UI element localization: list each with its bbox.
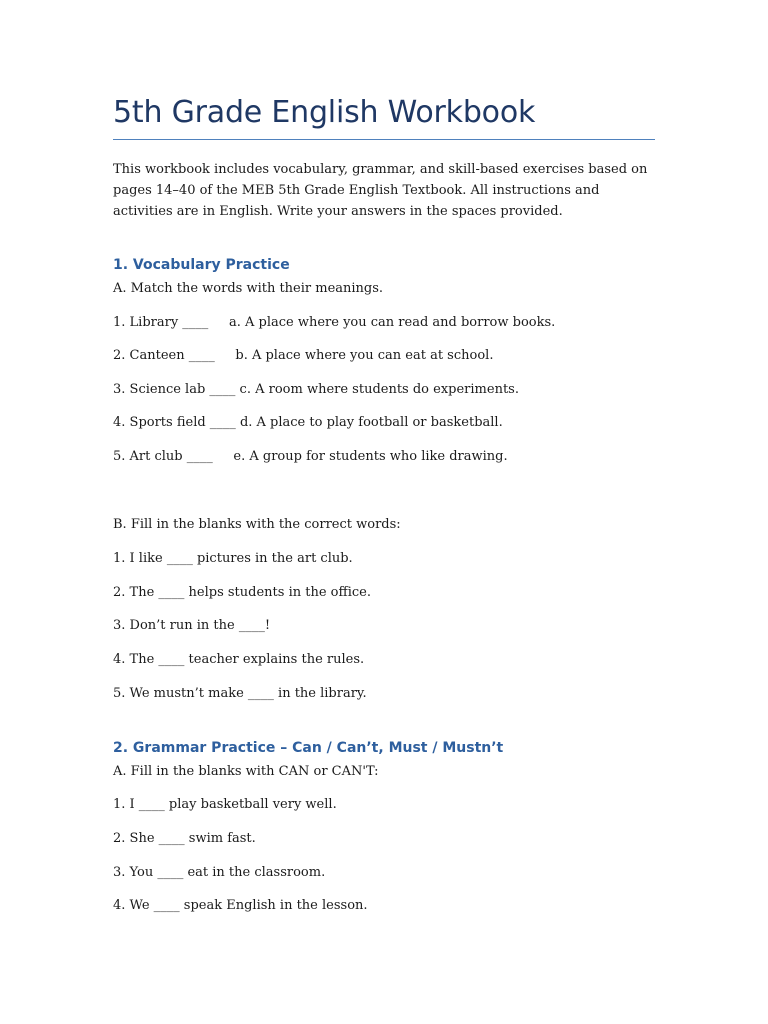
fill-blank-item: 3. Don’t run in the ____! (113, 618, 271, 633)
grammar-item: 2. She ____ swim fast. (113, 831, 256, 846)
document-title: 5th Grade English Workbook (113, 95, 536, 130)
fill-blank-item: 2. The ____ helps students in the office. (113, 585, 371, 600)
match-item: 1. Library ____ a. A place where you can read and borrow books. (113, 315, 556, 330)
match-item: 4. Sports field ____ d. A place to play football or basketball. (113, 415, 503, 430)
instruction-vocabulary-b: B. Fill in the blanks with the correct words: (113, 517, 401, 532)
grammar-item: 4. We ____ speak English in the lesson. (113, 898, 368, 913)
grammar-item: 1. I ____ play basketball very well. (113, 797, 337, 812)
section-heading-grammar: 2. Grammar Practice – Can / Can’t, Must / Mustn’t (113, 740, 504, 756)
instruction-vocabulary-a: A. Match the words with their meanings. (113, 281, 384, 296)
fill-blank-item: 5. We mustn’t make ____ in the library. (113, 686, 367, 701)
match-item: 2. Canteen ____ b. A place where you can eat at school. (113, 348, 494, 363)
title-divider (113, 139, 655, 140)
match-item: 5. Art club ____ e. A group for students who like drawing. (113, 449, 508, 464)
grammar-item: 3. You ____ eat in the classroom. (113, 865, 326, 880)
section-heading-vocabulary: 1. Vocabulary Practice (113, 257, 290, 273)
fill-blank-item: 1. I like ____ pictures in the art club. (113, 551, 353, 566)
fill-blank-item: 4. The ____ teacher explains the rules. (113, 652, 365, 667)
instruction-grammar-a: A. Fill in the blanks with CAN or CAN'T: (113, 764, 379, 779)
match-item: 3. Science lab ____ c. A room where students do experiments. (113, 382, 519, 397)
intro-paragraph: This workbook includes vocabulary, grammar, and skill-based exercises based on pages 14–40 of the MEB 5th Grade English Textbook. All instructions and activities are in English. Write your answers in the spaces provided. (113, 162, 648, 219)
